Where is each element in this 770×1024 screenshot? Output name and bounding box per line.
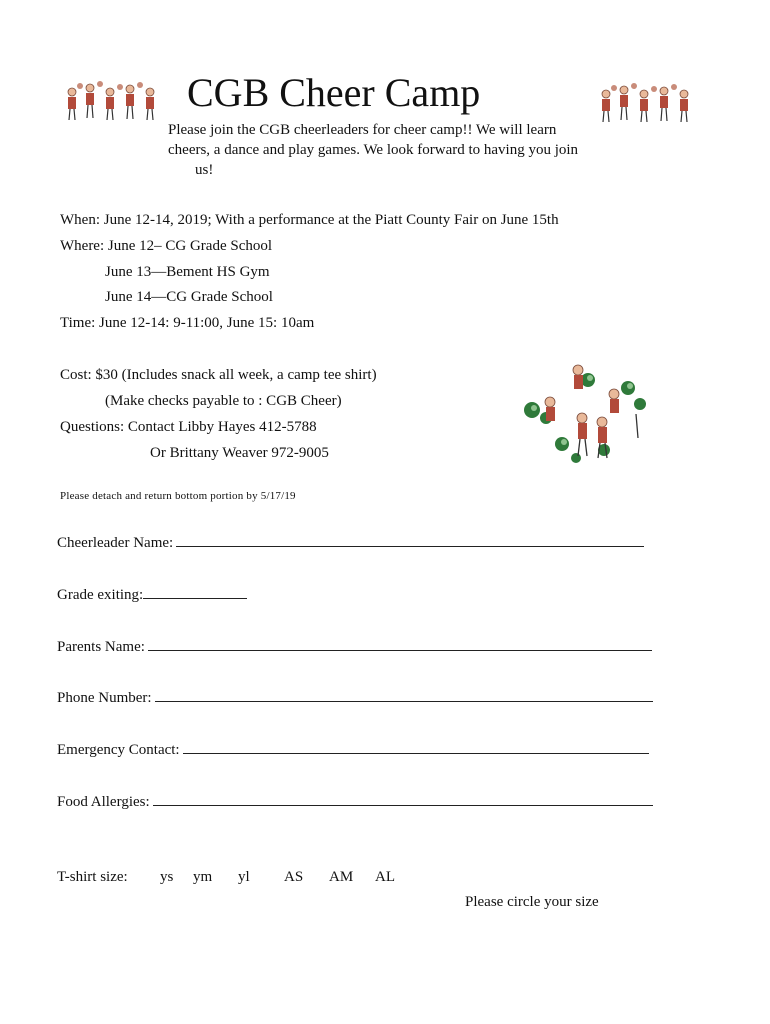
grade-exiting-line[interactable] [143, 584, 247, 599]
cheerleader-name-line[interactable] [176, 532, 644, 547]
time-line: Time: June 12-14: 9-11:00, June 15: 10am [60, 315, 315, 331]
emergency-contact-line[interactable] [183, 739, 649, 754]
size-option-ym[interactable]: ym [193, 869, 213, 885]
parents-name-field[interactable] [57, 636, 652, 656]
size-option-al[interactable]: AL [375, 869, 395, 885]
questions-line-2: Or Brittany Weaver 972-9005 [150, 445, 329, 461]
emergency-contact-label: Emergency Contact: [57, 742, 180, 758]
cost-line: Cost: $30 (Includes snack all week, a camp tee shirt) [60, 367, 377, 383]
grade-exiting-field[interactable] [57, 584, 247, 604]
intro-line-2: cheers, a dance and play games. We look forward to having you join [168, 142, 579, 158]
food-allergies-label: Food Allergies: [57, 794, 150, 810]
size-option-yl[interactable]: yl [238, 869, 250, 885]
parents-name-line[interactable] [148, 636, 652, 651]
circle-size-note: Please circle your size [465, 894, 599, 910]
food-allergies-line[interactable] [153, 791, 653, 806]
food-allergies-field[interactable] [57, 791, 653, 811]
parents-name-label: Parents Name: [57, 639, 145, 655]
checks-line: (Make checks payable to : CGB Cheer) [105, 393, 342, 409]
grade-exiting-label: Grade exiting: [57, 587, 144, 603]
intro-line-3: us! [195, 162, 214, 178]
phone-number-field[interactable] [57, 687, 653, 707]
cheerleader-name-label: Cheerleader Name: [57, 535, 174, 551]
size-option-ys[interactable]: ys [160, 869, 174, 885]
cheer-pompom-icon [516, 358, 656, 466]
questions-line: Questions: Contact Libby Hayes 412-5788 [60, 419, 317, 435]
page-title: CGB Cheer Camp [187, 70, 481, 115]
intro-line-1: Please join the CGB cheerleaders for cheer camp!! We will learn [168, 122, 557, 138]
where-line-3: June 14—CG Grade School [105, 289, 273, 305]
when-line: When: June 12-14, 2019; With a performance at the Piatt County Fair on June 15th [60, 212, 559, 228]
cheerleaders-left-icon [62, 78, 162, 126]
phone-number-label: Phone Number: [57, 690, 152, 706]
cheerleaders-right-icon [596, 80, 696, 128]
cheerleader-name-field[interactable] [57, 532, 644, 552]
phone-number-line[interactable] [155, 687, 653, 702]
detach-note: Please detach and return bottom portion by 5/17/19 [60, 490, 296, 502]
intro-paragraph [168, 120, 598, 180]
where-line: Where: June 12– CG Grade School [60, 238, 273, 254]
size-option-as[interactable]: AS [284, 869, 304, 885]
size-option-am[interactable]: AM [329, 869, 354, 885]
emergency-contact-field[interactable] [57, 739, 649, 759]
tshirt-size-options [0, 868, 770, 888]
tshirt-size-label: T-shirt size: [57, 869, 128, 885]
where-line-2: June 13—Bement HS Gym [105, 264, 270, 280]
